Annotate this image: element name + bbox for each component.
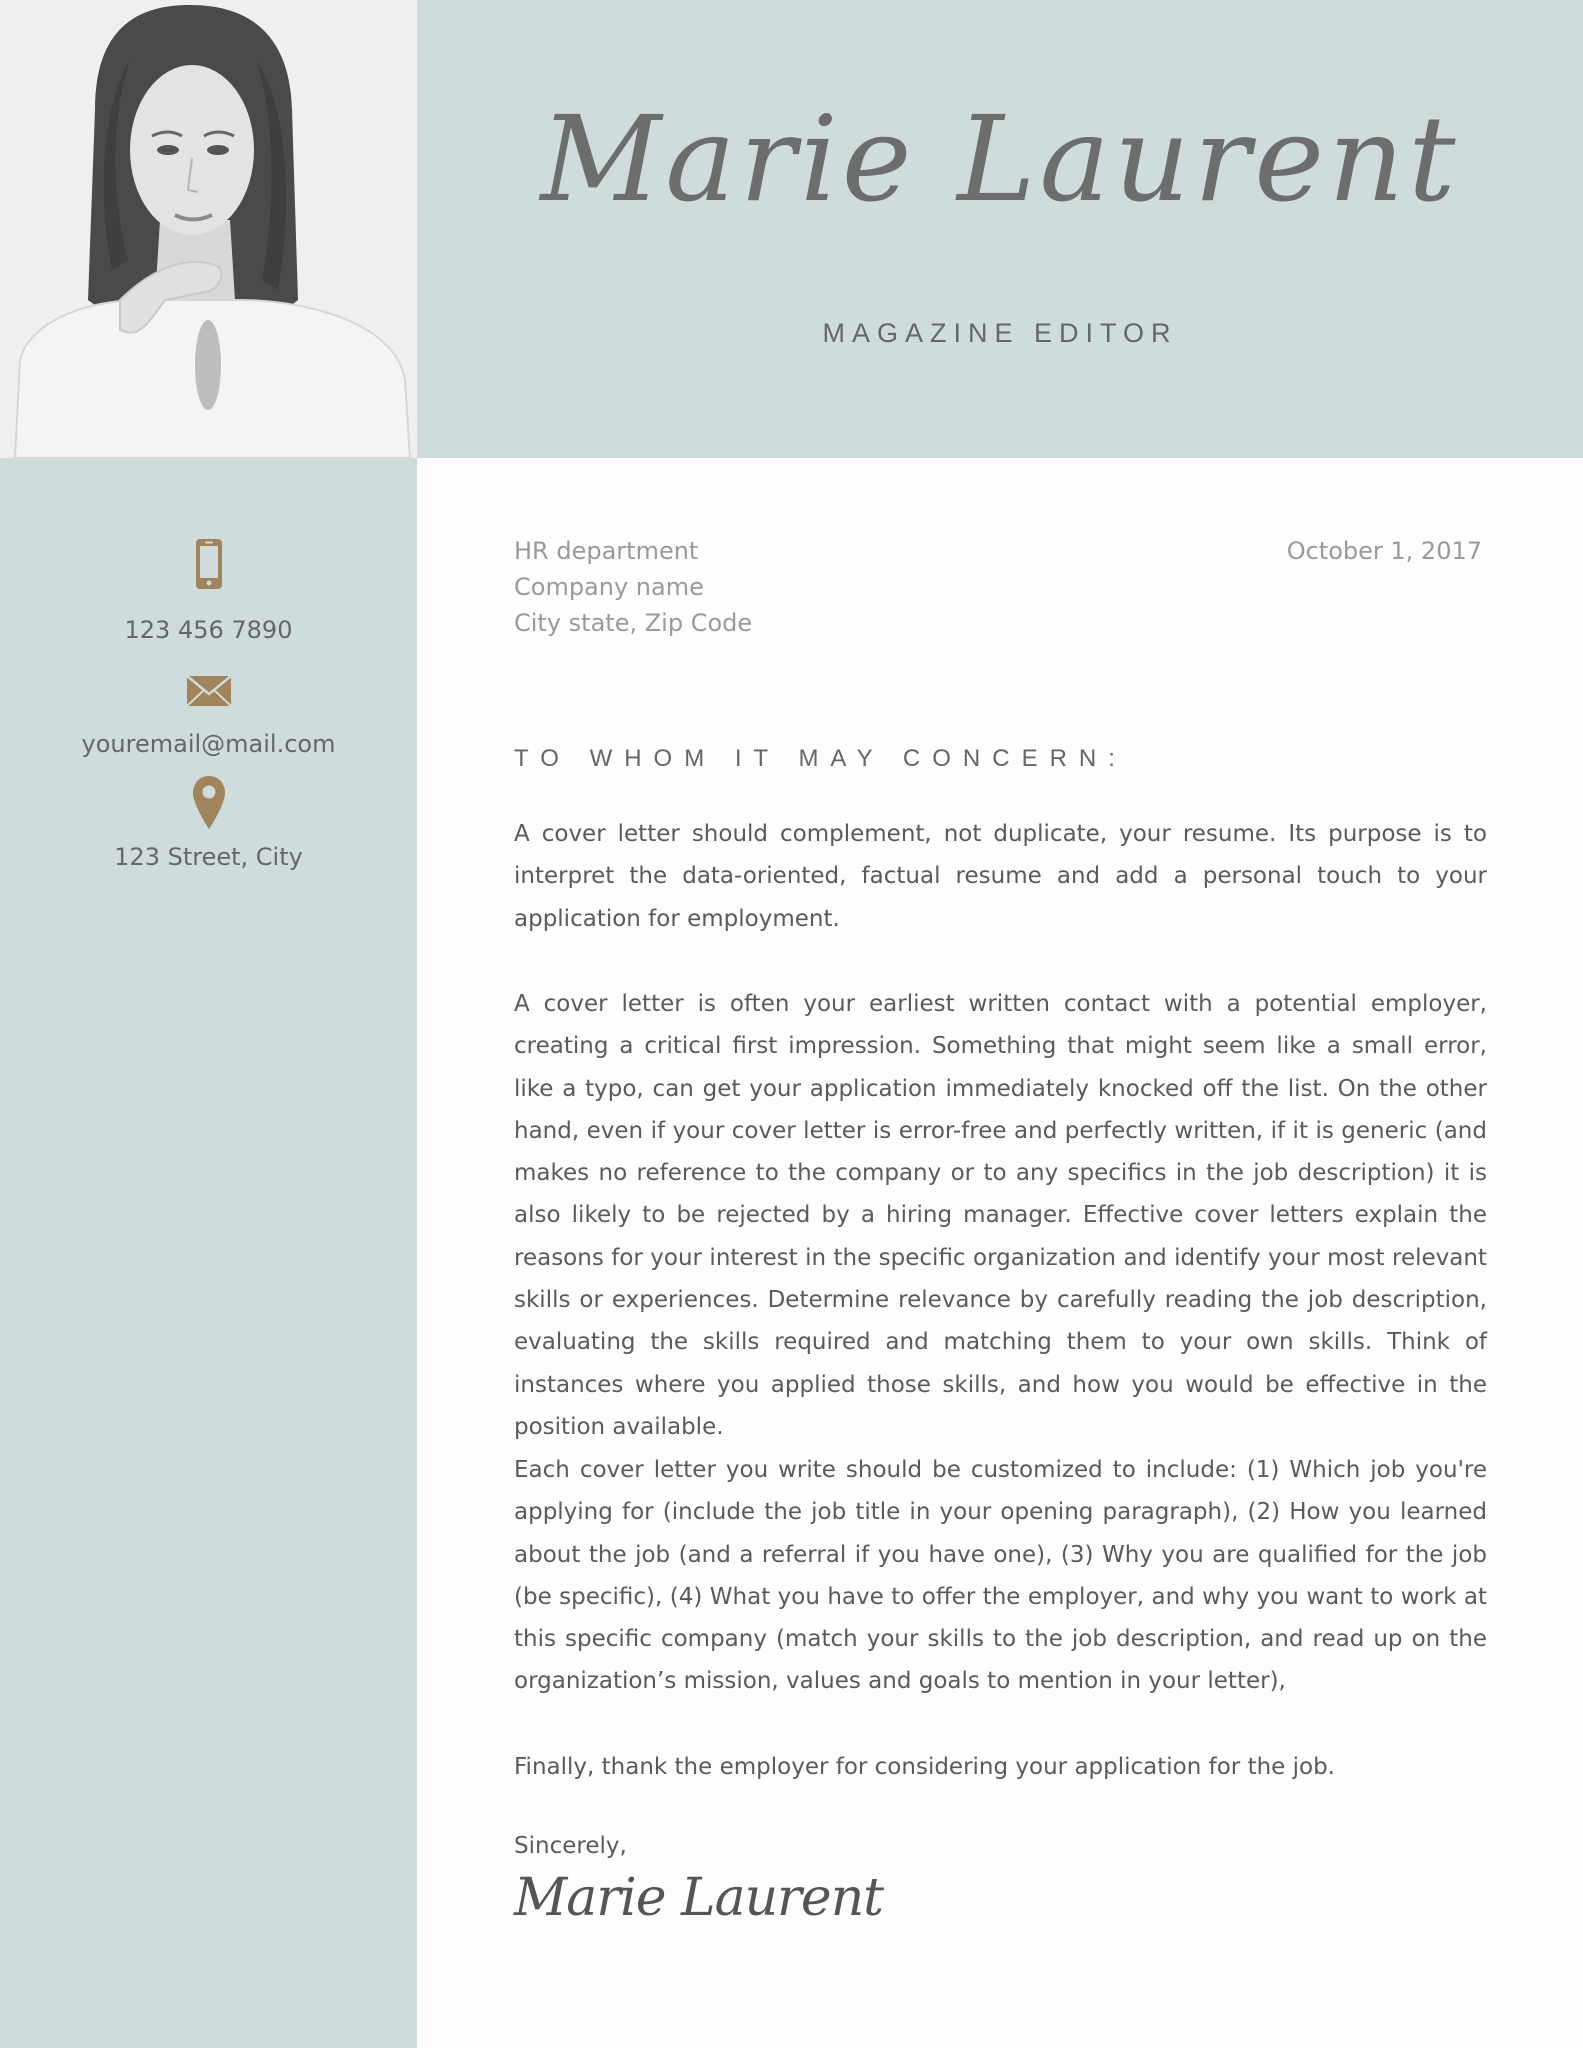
- paragraph-intro: A cover letter should complement, not duplicate, your resume. Its purpose is to interpret the data-oriented, factual resume and add a personal touch to your application for employment.: [514, 821, 1487, 932]
- recipient-company: Company name: [514, 573, 704, 601]
- email-address: youremail@mail.com: [81, 730, 336, 758]
- envelope-icon: [0, 675, 417, 707]
- job-title: MAGAZINE EDITOR: [822, 318, 1178, 348]
- smartphone-icon: [0, 537, 417, 591]
- header-panel: [417, 0, 1583, 458]
- letter-date: October 1, 2017: [1286, 537, 1482, 565]
- paragraph-thanks: Finally, thank the employer for considering your application for the job.: [514, 1754, 1335, 1780]
- recipient-city: City state, Zip Code: [514, 609, 753, 637]
- signature: Marie Laurent: [514, 1868, 884, 1928]
- salutation: TO WHOM IT MAY CONCERN:: [514, 745, 1127, 772]
- paragraph-customize: Each cover letter you write should be customized to include: (1) Which job you're applying for (include the job title in your opening paragraph), (2) How you learned about the job (and a referral if you have one), (3) Why you are qualified for the job (be specific), (4) What you have to offer the employer, and why you want to work at this specific company (match your skills to the job description, and read up on the organization’s mission, values and goals to mention in your letter),: [514, 1457, 1487, 1695]
- street-address: 123 Street, City: [114, 843, 303, 871]
- phone-number: 123 456 7890: [124, 616, 293, 644]
- applicant-name: Marie Laurent: [540, 90, 1460, 228]
- closing: Sincerely,: [514, 1833, 627, 1859]
- profile-photo: [0, 0, 417, 458]
- map-pin-icon: [0, 775, 417, 831]
- recipient-address: [514, 533, 752, 641]
- paragraph-first-impression: A cover letter is often your earliest written contact with a potential employer, creating a critical first impression. Something that might seem like a small error, like a typo, can get your application immediately knocked off the list. On the other hand, even if your cover letter is error-free and perfectly written, if it is generic (and makes no reference to the company or to any specifics in the job description) it is also likely to be rejected by a hiring manager. Effective cover letters explain the reasons for your interest in the specific organization and identify your most relevant skills or experiences. Determine relevance by carefully reading the job description, evaluating the skills required and matching them to your own skills. Think of instances where you applied those skills, and how you would be effective in the position available.: [514, 991, 1487, 1440]
- recipient-department: HR department: [514, 537, 699, 565]
